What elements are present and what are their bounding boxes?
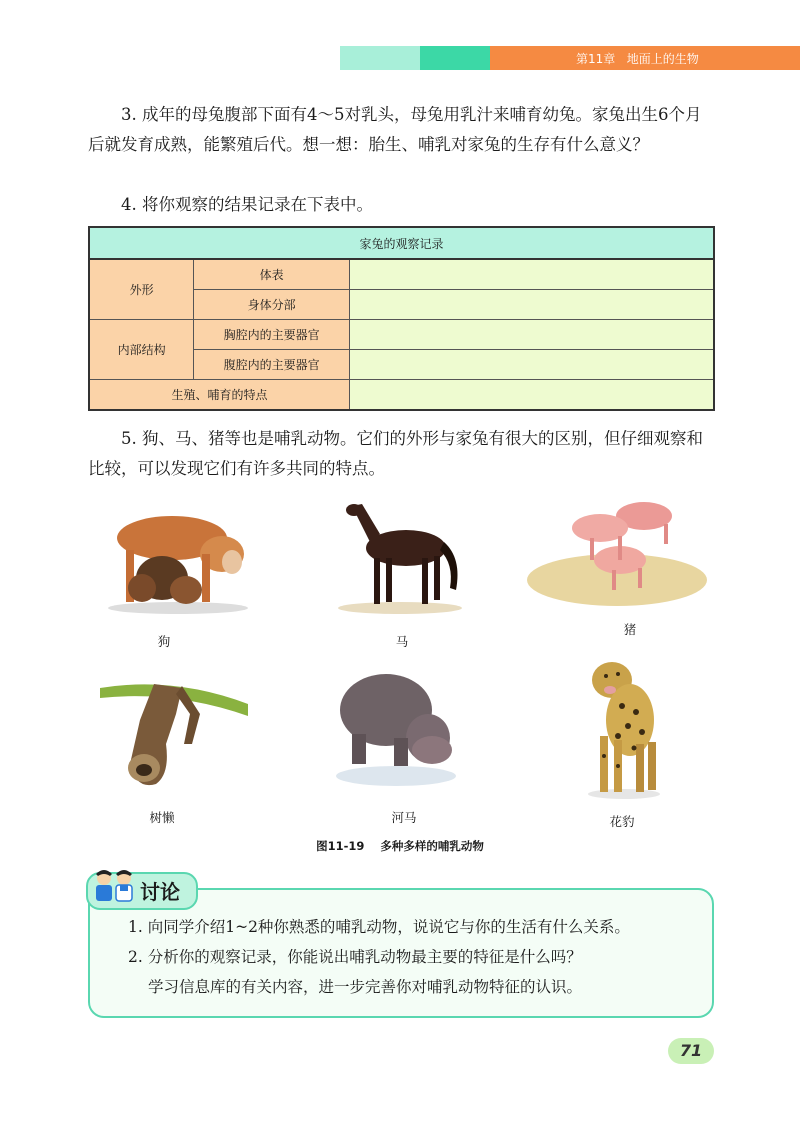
table-label-reproduction: 生殖、哺育的特点 xyxy=(89,380,350,411)
caption-leopard: 花豹 xyxy=(609,814,635,829)
discussion-list xyxy=(128,912,698,1002)
table-label-body-parts: 身体分部 xyxy=(194,290,350,320)
discussion-item-2: 2. 分析你的观察记录，你能说出哺乳动物最主要的特征是什么吗？ xyxy=(128,948,582,966)
discussion-item-2-continued: 学习信息库的有关内容，进一步完善你对哺乳动物特征的认识。 xyxy=(148,978,583,996)
paragraph-5: 5. 狗、马、猪等也是哺乳动物。它们的外形与家兔有很大的区别，但仔细观察和比较，可以发现它们有许多共同的特点。 xyxy=(88,429,703,478)
paragraph-3: 3. 成年的母兔腹部下面有4～5对乳头，母兔用乳汁来哺育幼兔。家兔出生6个月后就发育成熟，能繁殖后代。想一想：胎生、哺乳对家兔的生存有什么意义？ xyxy=(88,105,702,154)
discussion-item-1: 1. 向同学介绍1~2种你熟悉的哺乳动物，说说它与你的生活有什么关系。 xyxy=(128,918,630,936)
header-band-light xyxy=(340,46,420,70)
paragraph-4: 4. 将你观察的结果记录在下表中。 xyxy=(121,195,373,214)
table-label-thoracic: 胸腔内的主要器官 xyxy=(194,320,350,350)
chapter-title: 地面上的生物 xyxy=(626,52,699,66)
chapter-label xyxy=(576,50,699,67)
table-label-abdominal: 腹腔内的主要器官 xyxy=(194,350,350,380)
table-group-internal: 内部结构 xyxy=(89,320,194,380)
discussion-title: 讨论 xyxy=(140,880,180,904)
pig-image xyxy=(524,488,710,608)
header-band-green xyxy=(420,46,490,70)
sloth-image xyxy=(100,664,248,800)
caption-dog: 狗 xyxy=(157,634,171,649)
figure-title: 多种多样的哺乳动物 xyxy=(380,839,484,853)
caption-hippo: 河马 xyxy=(391,810,417,825)
table-cell-body-surface[interactable] xyxy=(350,259,714,290)
figure-caption xyxy=(0,838,800,854)
table-label-body-surface: 体表 xyxy=(194,259,350,290)
table-cell-reproduction[interactable] xyxy=(350,380,714,411)
hippo-image xyxy=(330,664,460,788)
horse-image xyxy=(330,498,470,616)
table-title: 家兔的观察记录 xyxy=(89,227,714,259)
table-group-appearance: 外形 xyxy=(89,259,194,320)
observation-table xyxy=(88,226,715,411)
figure-number: 图11-19 xyxy=(316,839,365,853)
caption-pig: 猪 xyxy=(623,622,637,637)
leopard-image xyxy=(582,656,662,800)
table-cell-thoracic[interactable] xyxy=(350,320,714,350)
students-icon xyxy=(92,868,138,908)
dog-image xyxy=(102,498,254,616)
page-number: 71 xyxy=(668,1038,714,1064)
caption-sloth: 树懒 xyxy=(149,810,175,825)
caption-horse: 马 xyxy=(395,634,409,649)
table-cell-abdominal[interactable] xyxy=(350,350,714,380)
chapter-number: 第11章 xyxy=(576,52,616,66)
table-cell-body-parts[interactable] xyxy=(350,290,714,320)
